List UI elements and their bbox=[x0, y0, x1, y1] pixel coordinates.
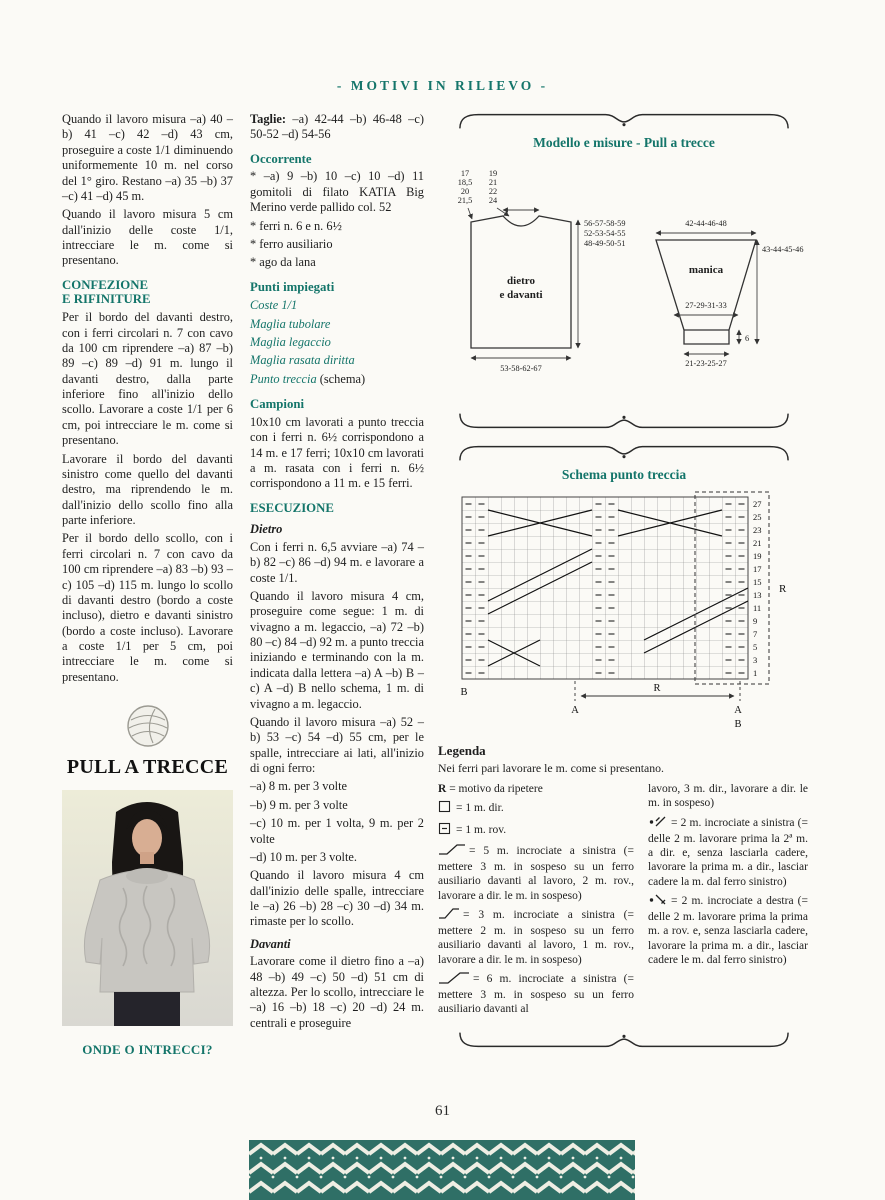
row-numbers bbox=[753, 499, 762, 678]
row-number: 1 bbox=[753, 668, 758, 679]
subheading-davanti: Davanti bbox=[250, 936, 291, 951]
neck bbox=[140, 852, 154, 864]
measure-label: 21,5 bbox=[457, 195, 473, 205]
measure-label: 20 bbox=[460, 186, 470, 196]
purl-square-icon bbox=[438, 822, 453, 839]
row-number: 27 bbox=[753, 499, 762, 510]
legend-item: = 1 m. dir. bbox=[438, 800, 634, 817]
legend-item: = 5 m. incrociate a sinistra (= mettere 3 m. in sospeso su un ferro ausiliario davanti al lavoro, 2 m. rov., lavorare a dir. le m. in sospeso) bbox=[438, 844, 634, 902]
instruction: –a) 8 m. per 3 volte bbox=[250, 779, 348, 794]
legend-columns bbox=[438, 782, 810, 1021]
legend-item: = 1 m. rov. bbox=[438, 822, 634, 839]
row-number: 13 bbox=[753, 590, 762, 601]
pattern-title: PULL A TRECCE bbox=[66, 756, 229, 779]
instruction: –c) 10 m. per 1 volta, 9 m. per 2 volte bbox=[250, 816, 424, 846]
section-heading-campioni: Campioni bbox=[250, 397, 305, 412]
cable-chart bbox=[454, 489, 794, 737]
legend-column-left bbox=[438, 782, 634, 1021]
ornament-bracket-top bbox=[443, 110, 805, 132]
paragraph: Quando il lavoro misura –a) 40 –b) 41 –c) 42 –d) 43 cm, proseguire a coste 1/1 diminuendo uniformemente 10 m. nel corso del 1° giro. Restano –a) 35 –b) 37 –c) 41 –d) 45 m. bbox=[62, 112, 233, 203]
row-number: 23 bbox=[753, 525, 762, 536]
face bbox=[132, 819, 162, 857]
cable5-icon bbox=[438, 843, 466, 860]
row-number: 3 bbox=[753, 655, 758, 666]
stitch-item: Maglia tubolare bbox=[250, 316, 331, 331]
subheading-dietro: Dietro bbox=[250, 522, 283, 537]
instruction: –b) 9 m. per 3 volte bbox=[250, 797, 348, 812]
instruction: Lavorare come il dietro fino a –a) 48 –b) 49 –c) 50 –d) 51 cm di altezza. Per lo scollo, intrecciare le –a) 16 –b) 18 –c) 20 –d) 24 m. centrali e proseguire bbox=[250, 954, 424, 1030]
measure-label: 24 bbox=[488, 195, 498, 205]
sleeve-outline bbox=[656, 240, 756, 344]
paragraph: Per il bordo dello scollo, con i ferri circolari n. 7 con cavo da 100 cm riprendere –a) 83 –b) 93 –c) 105 –d) 115 m. lungo lo scollo di davanti destro (bordo a coste incluso), dietro e davanti sinistro (bordo a coste incluso). Lavorare a coste 1/1 per 5 cm, poi intrecciare le m. come si presentano. bbox=[62, 531, 233, 684]
legend-item-continuation: lavoro, 3 m. dir., lavorare a dir. le m. in sospeso) bbox=[648, 783, 808, 810]
paragraph: Quando il lavoro misura 5 cm dall'inizio delle coste 1/1, intrecciare le m. come si presentano. bbox=[62, 207, 233, 268]
legend-item: = 2 m. incrociate a destra (= delle 2 m. lavorare prima la prima m. a rov. e, senza lasciarla cadere, lavorare la prima m. a dir., lasciar cadere le m. dal ferro sinistro) bbox=[648, 894, 808, 966]
knit-square-icon bbox=[438, 800, 453, 817]
left-column bbox=[62, 112, 233, 1058]
page-header: - MOTIVI IN RILIEVO - bbox=[336, 78, 549, 93]
instruction: Con i ferri n. 6,5 avviare –a) 74 –b) 82 –c) 86 –d) 94 m. e lavorare a coste 1/1. bbox=[250, 539, 424, 585]
measure-label: 18,5 bbox=[457, 177, 473, 187]
instruction: Quando il lavoro misura 4 cm, proseguire come segue: 1 m. di vivagno a m. legaccio, –a) 72 –b) 80 –c) 84 –d) 92 m. a punto treccia iniziando e terminando con la m. indicata dalla lettera –a) A –b) B –c) A –d) B nello schema, 1 m. di vivagno a m. legaccio. bbox=[250, 588, 424, 711]
legend-column-right bbox=[648, 782, 808, 1021]
instruction: Quando il lavoro misura 4 cm dall'inizio delle spalle, intrecciare le –a) 26 –b) 28 –c) 30 –d) 34 m. rimaste per lo scollo. bbox=[250, 868, 424, 929]
piece-labels bbox=[499, 264, 723, 301]
cable3-icon bbox=[438, 907, 460, 924]
heading-line: E RIFINITURE bbox=[62, 292, 151, 307]
materials-item: * ago da lana bbox=[250, 255, 316, 270]
section-heading-punti: Punti impiegati bbox=[250, 279, 335, 294]
measure-label: 21-23-25-27 bbox=[685, 358, 727, 368]
sizes-line: Taglie: –a) 42-44 –b) 46-48 –c) 50-52 –d) 54-56 bbox=[250, 112, 424, 142]
twist-right-icon bbox=[648, 893, 668, 910]
fairisle-pattern-image bbox=[249, 1140, 635, 1200]
legend-intro: Nei ferri pari lavorare le m. come si presentano. bbox=[438, 760, 665, 775]
heading-line: CONFEZIONE bbox=[62, 277, 149, 292]
sizes-label: Taglie: bbox=[250, 112, 287, 126]
model-schematic bbox=[441, 158, 807, 410]
ornament-bracket-top bbox=[443, 442, 805, 464]
ornament-bracket-bottom bbox=[443, 1029, 805, 1051]
section-heading-occorrente: Occorrente bbox=[250, 151, 312, 166]
measure-label: 21 bbox=[488, 177, 498, 187]
measure-label: 56-57-58-59 bbox=[584, 218, 626, 228]
repeat-symbol: R bbox=[438, 783, 447, 796]
legend-title: Legenda bbox=[438, 743, 486, 759]
row-number: 17 bbox=[753, 564, 762, 575]
row-number: 7 bbox=[753, 629, 758, 640]
yarn-ball-logo bbox=[125, 703, 171, 749]
row-number: 11 bbox=[753, 603, 762, 614]
row-number: 19 bbox=[753, 551, 762, 562]
legend-item: = 2 m. incrociate a sinistra (= delle 2 m. lavorare prima la 2ª m. a dir. e, senza lasciarla cadere, lavorare la prima m. a dir., lasciar cadere la m. dal ferro sinistro) bbox=[648, 816, 808, 888]
model-box-title: Modello e misure - Pull a trecce bbox=[533, 135, 715, 150]
repeat-letter-bottom: R bbox=[653, 683, 661, 695]
stitch-item: Coste 1/1 bbox=[250, 298, 298, 313]
row-number: 15 bbox=[753, 577, 762, 588]
start-letter: A bbox=[571, 705, 579, 717]
repeat-letter-side: R bbox=[779, 583, 787, 596]
measure-labels bbox=[458, 169, 804, 373]
gauge-text: 10x10 cm lavorati a punto treccia con i ferri n. 6½ corrispondono a 14 m. e 17 ferri; 10x10 cm lavorati a m. rasata con i ferri n. 6½ corrispondono a 11 m. e 15 ferri. bbox=[250, 414, 424, 491]
cable6-icon bbox=[438, 971, 470, 988]
measure-label: 22 bbox=[488, 186, 498, 196]
instruction: Quando il lavoro misura –a) 52 –b) 53 –c) 54 –d) 55 cm, per le spalle, intrecciare ai lati, all'inizio di ogni ferro: bbox=[250, 714, 424, 776]
ornament-bracket-bottom bbox=[443, 410, 805, 432]
section-heading-confezione bbox=[62, 278, 233, 307]
materials-item: * ferro ausiliario bbox=[250, 236, 333, 251]
materials-item: * ferri n. 6 e n. 6½ bbox=[250, 218, 342, 233]
measure-label: 43-44-45-46 bbox=[762, 244, 804, 254]
measure-label: 19 bbox=[488, 168, 498, 178]
piece-label-body: dietro bbox=[507, 274, 535, 287]
row-number: 5 bbox=[753, 642, 758, 653]
instruction: –d) 10 m. per 3 volte. bbox=[250, 849, 358, 864]
middle-column bbox=[250, 112, 424, 1034]
legend-item: = 6 m. incrociate a sinistra (= mettere 3 m. in sospeso su un ferro ausiliario davanti al bbox=[438, 972, 634, 1016]
measure-label: 6 bbox=[745, 333, 750, 343]
row-number: 9 bbox=[753, 616, 758, 627]
row-number: 21 bbox=[753, 538, 762, 549]
measure-label: 48-49-50-51 bbox=[584, 238, 626, 248]
row-number: 25 bbox=[753, 512, 762, 523]
caption-question: ONDE O INTRECCI? bbox=[82, 1041, 213, 1057]
stitch-item: Maglia rasata diritta bbox=[250, 353, 355, 368]
pants bbox=[114, 992, 180, 1026]
legend-item: R = motivo da ripetere bbox=[438, 783, 543, 796]
paragraph: Lavorare il bordo del davanti sinistro come quello del davanti destro, ma riprendendo le m. dall'inizio dello scollo fino alla parte inferiore. bbox=[62, 451, 233, 528]
measure-label: 42-44-46-48 bbox=[685, 218, 727, 228]
chart-box-title: Schema punto treccia bbox=[561, 466, 687, 482]
stitch-item: Punto treccia (schema) bbox=[250, 371, 366, 386]
start-letter: A bbox=[734, 705, 742, 717]
measure-label: 52-53-54-55 bbox=[584, 228, 626, 238]
paragraph: Per il bordo del davanti destro, con i ferri circolari n. 7 con cavo da 100 cm riprendere –a) 87 –b) 89 –c) 89 –d) 91 m. lungo il davanti destro, dalla parte inferiore fino all'inizio dello scollo. Lavorare a coste 1/1 per 6 cm, poi intrecciare le m. come si presentano. bbox=[62, 310, 233, 448]
page-number: 61 bbox=[435, 1103, 450, 1119]
stitch-item: Maglia legaccio bbox=[250, 335, 331, 350]
legend-item: = 3 m. incrociate a sinistra (= mettere 2 m. in sospeso su un ferro ausiliario davanti al lavoro, 1 m. rov., lavorare a dir. le m. in sospeso) bbox=[438, 908, 634, 966]
chart-letters bbox=[460, 683, 742, 730]
right-column bbox=[438, 110, 810, 1051]
start-letter: B bbox=[460, 687, 468, 699]
start-letter: B bbox=[734, 719, 742, 731]
section-heading-esecuzione: ESECUZIONE bbox=[250, 500, 334, 515]
piece-label-body: e davanti bbox=[499, 288, 543, 301]
piece-label-sleeve: manica bbox=[688, 263, 724, 276]
twist-left-icon bbox=[648, 815, 668, 832]
measure-label: 27-29-31-33 bbox=[685, 300, 727, 310]
sweater bbox=[84, 870, 209, 992]
model-photo bbox=[62, 790, 233, 1026]
materials-item: * –a) 9 –b) 10 –c) 10 –d) 11 gomitoli di filato KATIA Big Merino verde pallido col. 52 bbox=[250, 169, 424, 215]
measure-label: 17 bbox=[460, 168, 470, 178]
measure-label: 53-58-62-67 bbox=[500, 363, 542, 373]
